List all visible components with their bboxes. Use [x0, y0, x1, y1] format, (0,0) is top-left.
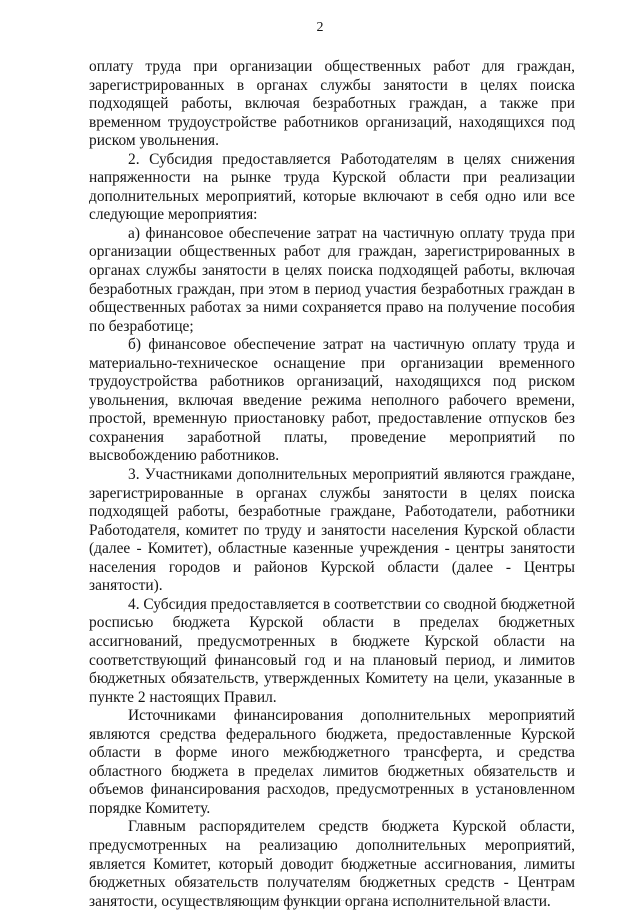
paragraph-clause-2: 2. Субсидия предоставляется Работодателям в целях снижения напряженности на рынке труда Курской области при реализации дополнительных мероприятий, которые включают в себя одно или все следующие мероприятия:: [89, 150, 575, 224]
paragraph-subclause-b: б) финансовое обеспечение затрат на частичную оплату труда и материально-техническое оснащение при организации временного трудоустройства работников организаций, находящихся под риском увольнения, включая введение режима неполного рабочего времени, простой, временную приостановку работ, предоставление отпусков без сохранения заработной платы, проведение мероприятий по высвобождению работников.: [89, 336, 575, 465]
paragraph-clause-4: 4. Субсидия предоставляется в соответствии со сводной бюджетной росписью бюджета Курской области в пределах бюджетных ассигнований, предусмотренных в бюджете Курской области на соответствующий финансовый год и на плановый период, и лимитов бюджетных обязательств, утвержденных Комитету на цели, указанные в пункте 2 настоящих Правил.: [89, 595, 575, 706]
document-body: [89, 58, 575, 911]
scan-edge-divider: [190, 900, 520, 902]
page-number: 2: [316, 20, 324, 35]
paragraph-subclause-a: а) финансовое обеспечение затрат на частичную оплату труда при организации общественных работ для граждан, зарегистрированных в органах службы занятости в целях поиска подходящей работы, включая безработных граждан, при этом в период участия безработных граждан в общественных работах за ними сохраняется право на получение пособия по безработице;: [89, 224, 575, 335]
paragraph-chief-administrator: Главным распорядителем средств бюджета Курской области, предусмотренных на реализацию дополнительных мероприятий, является Комитет, который доводит бюджетные ассигнования, лимиты бюджетных обязательств получателям бюджетных средств - Центрам занятости, осуществляющим функции органа исполнительной власти.: [89, 818, 575, 910]
paragraph-continuation: оплату труда при организации общественных работ для граждан, зарегистрированных в органах службы занятости в целях поиска подходящей работы, включая безработных граждан, а также при временном трудоустройстве работников организаций, находящихся под риском увольнения.: [89, 58, 575, 150]
paragraph-clause-3: 3. Участниками дополнительных мероприятий являются граждане, зарегистрированные в органах службы занятости в целях поиска подходящей работы, безработные граждане, Работодатели, работники Работодателя, комитет по труду и занятости населения Курской области (далее - Комитет), областные казенные учреждения - центры занятости населения городов и районов Курской области (далее - Центры занятости).: [89, 466, 575, 595]
paragraph-funding-sources: Источниками финансирования дополнительных мероприятий являются средства федерального бюджета, предоставленные Курской области в форме иного межбюджетного трансферта, и средства областного бюджета в пределах лимитов бюджетных обязательств и объемов финансирования расходов, предусмотренных в установленном порядке Комитету.: [89, 707, 575, 817]
